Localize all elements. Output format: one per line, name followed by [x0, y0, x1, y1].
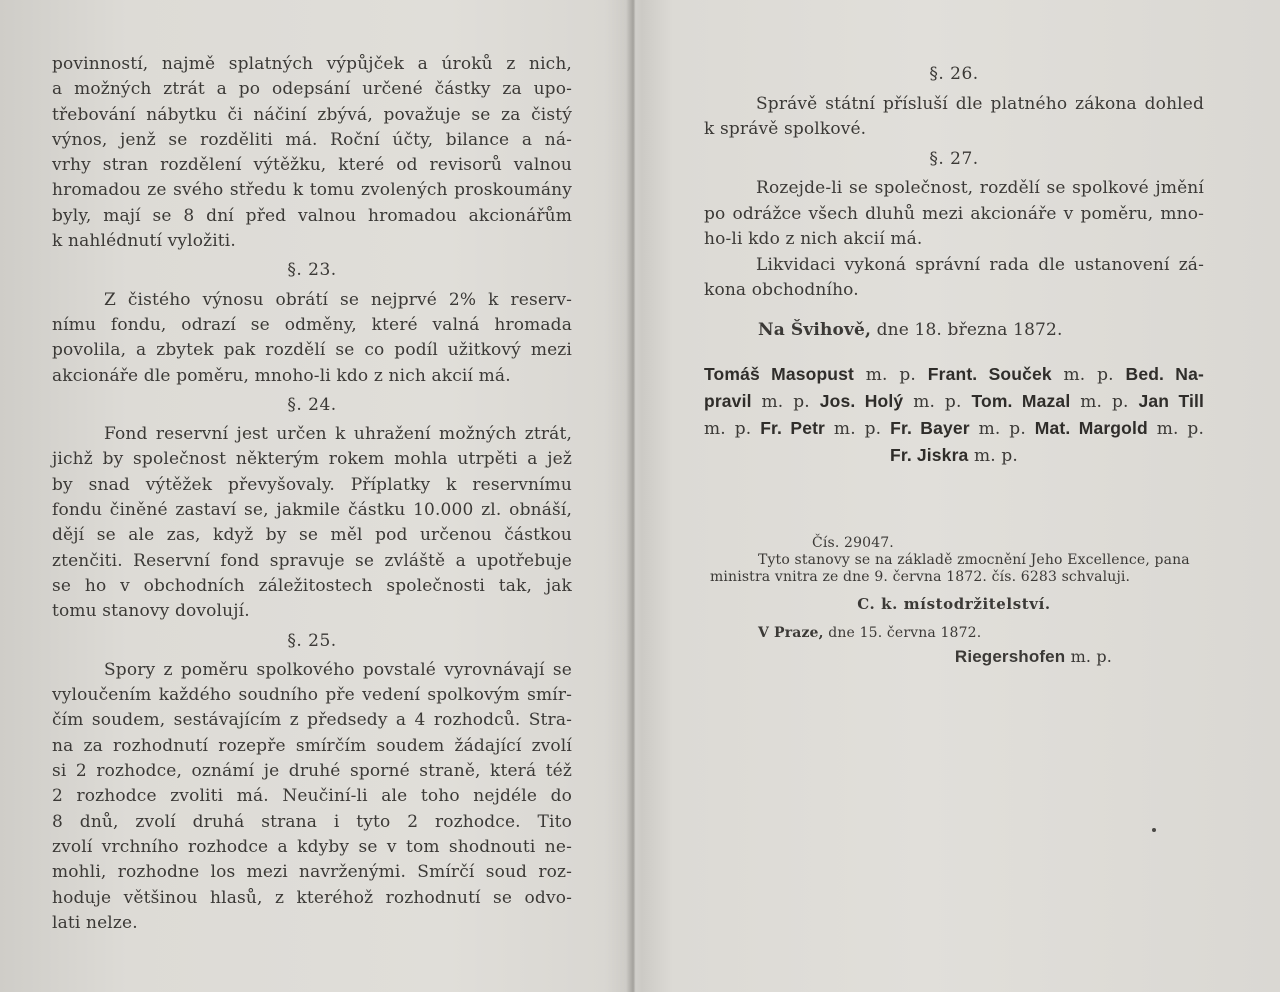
signer-name: Jan Till: [1138, 391, 1205, 411]
paragraph-25: [52, 658, 572, 936]
signer-name: Fr. Jiskra: [890, 445, 969, 465]
book-gutter: [626, 0, 642, 992]
text-line: nímu fondu, odrazí se odměny, které valná hromada: [52, 314, 572, 335]
approving-office: C. k. místodržitelství.: [857, 595, 1051, 613]
text-line: Spory z poměru spolkového povstalé vyrovnávají se: [104, 659, 572, 680]
text-line: čím soudem, sestávajícím z předsedy a 4 rozhodců. Stra-: [52, 710, 572, 731]
signer-mp: m. p.: [865, 365, 916, 385]
signer-name: Mat. Margold: [1034, 418, 1148, 438]
text-line: na za rozhodnutí rozepře smírčím soudem žádající zvolí: [52, 735, 572, 756]
place-name: Na Švihově,: [758, 319, 872, 340]
signers-line: [704, 442, 1204, 469]
text-line: jichž by společnost některým rokem mohla utrpěti a jež: [52, 449, 572, 470]
text-line: povolila, a zbytek pak rozdělí se co podíl užitkový mezi: [52, 340, 572, 361]
right-page: [634, 0, 1280, 992]
text-line: by snad výtěžek převyšovaly. Příplatky k reservnímu: [52, 474, 572, 495]
approval-place-date: [704, 625, 1204, 642]
text-line: Správě státní přísluší dle platného zákona dohled: [756, 93, 1204, 114]
text-line: vyloučením každého soudního pře vedení spolkovým smír-: [52, 685, 572, 706]
signer-mp: m. p.: [704, 419, 752, 439]
text-line: Z čistého výnosu obrátí se nejprvé 2% k reserv-: [104, 289, 572, 310]
signers-line: [704, 361, 1204, 388]
approval-text-line: Tyto stanovy se na základě zmocnění Jeho Excellence, pana: [758, 552, 1190, 568]
text-line: akcionáře dle poměru, mnoho-li kdo z nich akcií má.: [52, 365, 511, 386]
text-line: hoduje většinou hlasů, z kteréhož rozhodnutí se odvo-: [52, 887, 572, 908]
signer-mp: m. p.: [973, 446, 1018, 466]
text-line: výnos, jenž se rozděliti má. Roční účty, bilance a ná-: [52, 129, 572, 150]
text-line: si 2 rozhodce, oznámí je druhé sporné straně, která též: [52, 761, 572, 782]
paragraph-27: [704, 176, 1204, 304]
signers-line: [704, 388, 1204, 415]
signer-mp: m. p.: [1063, 365, 1114, 385]
place-and-date: [704, 318, 1204, 344]
signer-name: Tomáš Masopust: [704, 364, 854, 384]
signer-name: Fr. Bayer: [890, 418, 970, 438]
text-line: 8 dnů, zvolí druhá strana i tyto 2 rozhodce. Tito: [52, 811, 572, 832]
text-line: ztenčiti. Reservní fond spravuje se zvláště a upotřebuje: [52, 550, 572, 571]
signer-name: Fr. Petr: [760, 418, 826, 438]
text-line: třebování nábytku či náčiní zbývá, považuje se za čistý: [52, 104, 572, 125]
signer-name: Bed. Na-: [1125, 364, 1204, 384]
approval-text-line: ministra vnitra ze dne 9. června 1872. čís. 6283 schvaluji.: [710, 569, 1131, 585]
text-line: zvolí vrchního rozhodce a kdyby se v tom shodnouti ne-: [52, 836, 572, 857]
paragraph-23: [52, 288, 572, 389]
paper-speck: [1152, 828, 1156, 832]
left-page: [0, 0, 636, 992]
right-text-column: [704, 58, 1204, 665]
approval-number: Čís. 29047.: [812, 535, 894, 551]
text-line: Likvidaci vykoná správní rada dle ustanovení zá-: [756, 254, 1204, 275]
text-line: se ho v obchodních záležitostech společnosti tak, jak: [52, 575, 572, 596]
text-line: Rozejde-li se společnost, rozdělí se spolkové jmění: [756, 178, 1204, 198]
approval-block: [704, 535, 1204, 665]
signature-name: Riegershofen: [954, 647, 1066, 666]
signer-name: Jos. Holý: [819, 391, 904, 411]
signature-mp: m. p.: [1070, 647, 1112, 666]
date-text: dne 18. března 1872.: [876, 319, 1063, 340]
text-line: ho-li kdo z nich akcií má.: [704, 229, 923, 249]
signer-mp: m. p.: [761, 392, 810, 412]
signers-line: [704, 415, 1204, 442]
left-text-column: [52, 52, 572, 936]
approval-signature: [704, 648, 1204, 665]
text-line: lati nelze.: [52, 912, 138, 933]
text-line: povinností, najmě splatných výpůjček a úroků z nich,: [52, 54, 572, 74]
text-line: tomu stanovy dovolují.: [52, 601, 250, 622]
text-line: Fond reservní jest určen k uhražení možných ztrát,: [104, 424, 572, 445]
signatories-block: [704, 361, 1204, 469]
signer-mp: m. p.: [1080, 392, 1129, 412]
text-line: fondu činěné zastaví se, jakmile částku 10.000 zl. obnáší,: [52, 500, 572, 521]
text-line: byly, mají se 8 dní před valnou hromadou akcionářům: [52, 205, 572, 226]
text-line: kona obchodního.: [704, 280, 859, 300]
section-heading-27: §. 27.: [929, 148, 979, 169]
text-line: vrhy stran rozdělení výtěžku, které od revisorů valnou: [52, 155, 572, 176]
text-line: mohli, rozhodne los mezi navrženými. Smírčí soud roz-: [52, 862, 572, 883]
signer-name: Frant. Souček: [927, 364, 1052, 384]
text-line: a možných ztrát a po odepsání určené částky za upo-: [52, 79, 572, 100]
paragraph-26: [704, 92, 1204, 143]
text-line: po odrážce všech dluhů mezi akcionáře v poměru, mno-: [704, 203, 1204, 224]
section-heading-23: §. 23.: [287, 260, 337, 281]
section-heading-26: §. 26.: [929, 64, 979, 84]
approval-date: dne 15. června 1872.: [828, 625, 982, 641]
paragraph-continuation: [52, 52, 572, 254]
signer-name: pravil: [704, 391, 752, 411]
section-heading-25: §. 25.: [287, 630, 337, 651]
text-line: k nahlédnutí vyložiti.: [52, 231, 236, 252]
text-line: dějí se ale zas, když by se měl pod určenou částkou: [52, 525, 572, 546]
text-line: hromadou ze svého středu k tomu zvolených proskoumány: [52, 180, 572, 201]
approval-place: V Praze,: [758, 625, 824, 641]
section-heading-24: §. 24.: [287, 394, 337, 415]
signer-mp: m. p.: [1156, 419, 1205, 439]
signer-name: Tom. Mazal: [971, 391, 1071, 411]
text-line: k správě spolkové.: [704, 119, 867, 139]
paragraph-24: [52, 422, 572, 624]
text-line: 2 rozhodce zvoliti má. Neučiní-li ale toho nejdéle do: [52, 786, 572, 807]
signer-mp: m. p.: [978, 419, 1026, 439]
signer-mp: m. p.: [833, 419, 882, 439]
signer-mp: m. p.: [913, 392, 962, 412]
